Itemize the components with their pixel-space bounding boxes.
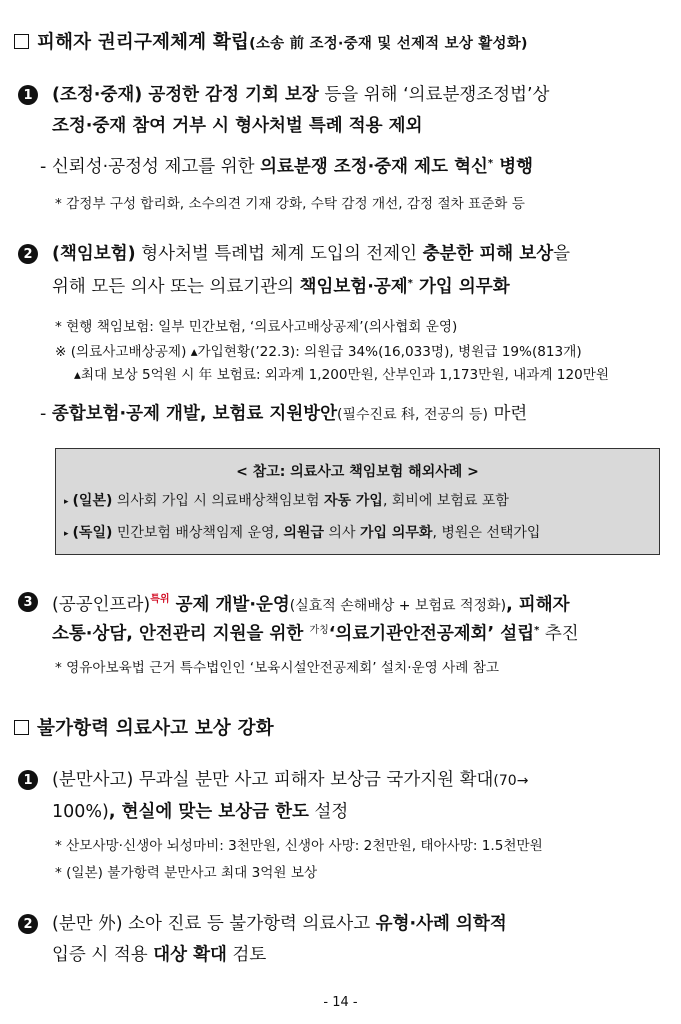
item-3-line-2: 소통·상담, 안전관리 지원을 위한 $^{가칭}$‘의료기관안전공제회’ 설립* 추진 <box>52 624 579 644</box>
sec2-item-1-line-1: (분만사고) 무과실 분만 사고 피해자 보상금 국가지원 확대(70→ <box>52 770 529 790</box>
triangle-bullet-icon: ▸ <box>64 497 69 507</box>
section-heading-2: 불가항력 의료사고 보상 강화 <box>14 714 274 740</box>
item-2-line-1: (책임보험) 형사처벌 특례법 체계 도입의 전제인 충분한 피해 보상을 <box>52 244 571 264</box>
page-number: - 14 - <box>323 995 358 1010</box>
item-3-line-1: (공공인프라)$^{특위}$ 공제 개발·운영(실효적 손해배상 + 보험료 적정화), 피해자 <box>52 594 570 615</box>
special-committee-tag: 특위 <box>150 594 170 605</box>
number-marker-2: 2 <box>18 244 38 264</box>
sec2-item-1-note-1: * 산모사망·신생아 뇌성마비: 3천만원, 신생아 사망: 2천만원, 태아사망: 1.5천만원 <box>55 838 543 854</box>
item-2-sub: - 종합보험·공제 개발, 보험료 지원방안(필수진료 科, 전공의 등) 마련 <box>40 404 528 424</box>
sec2-item-2-line-1: (분만 外) 소아 진료 등 불가항력 의료사고 유형·사례 의학적 <box>52 914 507 934</box>
item-1-sub: - 신뢰성·공정성 제고를 위한 의료분쟁 조정·중재 제도 혁신* 병행 <box>40 157 534 177</box>
sec2-item-1-note-2: * (일본) 불가항력 분만사고 최대 3억원 보상 <box>55 865 318 881</box>
reference-box-title: < 참고: 의료사고 책임보험 해외사례 > <box>236 464 479 480</box>
checkbox-square-icon <box>14 34 29 49</box>
sec2-item-1-line-2: 100%), 현실에 맞는 보상금 한도 설정 <box>52 802 349 822</box>
checkbox-square-icon <box>14 720 29 735</box>
item-1-line-2: 조정·중재 참여 거부 시 형사처벌 특례 적용 제외 <box>52 116 423 136</box>
sec2-item-2-line-2: 입증 시 적용 대상 확대 검토 <box>52 945 267 965</box>
reference-row-germany: ▸ (독일) 민간보험 배상책임제 운영, 의원급 의사 가입 의무화, 병원은 선택가입 <box>64 525 541 541</box>
section-heading-1: 피해자 권리구제체계 확립(소송 前 조정·중재 및 선제적 보상 활성화) <box>14 28 528 54</box>
item-2-note-2: ※ (의료사고배상공제) ▴가입현황(’22.3): 의원급 34%(16,033명), 병원급 19%(813개) <box>55 344 582 360</box>
reference-box <box>55 448 660 555</box>
triangle-bullet-icon: ▸ <box>64 529 69 539</box>
item-2-note-1: * 현행 책임보험: 일부 민간보험, ‘의료사고배상공제’(의사협회 운영) <box>55 319 458 335</box>
item-1-note: * 감정부 구성 합리화, 소수의견 기재 강화, 수탁 감정 개선, 감정 절차 표준화 등 <box>55 196 525 212</box>
item-3-note: * 영유아보육법 근거 특수법인인 ‘보육시설안전공제회’ 설치·운영 사례 참고 <box>55 660 499 676</box>
reference-row-japan: ▸ (일본) 의사회 가입 시 의료배상책임보험 자동 가입, 회비에 보험료 포함 <box>64 493 509 509</box>
number-marker-1: 1 <box>18 770 38 790</box>
number-marker-2: 2 <box>18 914 38 934</box>
number-marker-3: 3 <box>18 592 38 612</box>
number-marker-1: 1 <box>18 85 38 105</box>
item-1-line-1: (조정·중재) 공정한 감정 기회 보장 등을 위해 ‘의료분쟁조정법’상 <box>52 85 550 105</box>
item-2-line-2: 위해 모든 의사 또는 의료기관의 책임보험·공제* 가입 의무화 <box>52 277 510 297</box>
item-2-note-3: ▴최대 보상 5억원 시 年 보험료: 외과계 1,200만원, 산부인과 1,173만원, 내과계 120만원 <box>74 367 610 383</box>
